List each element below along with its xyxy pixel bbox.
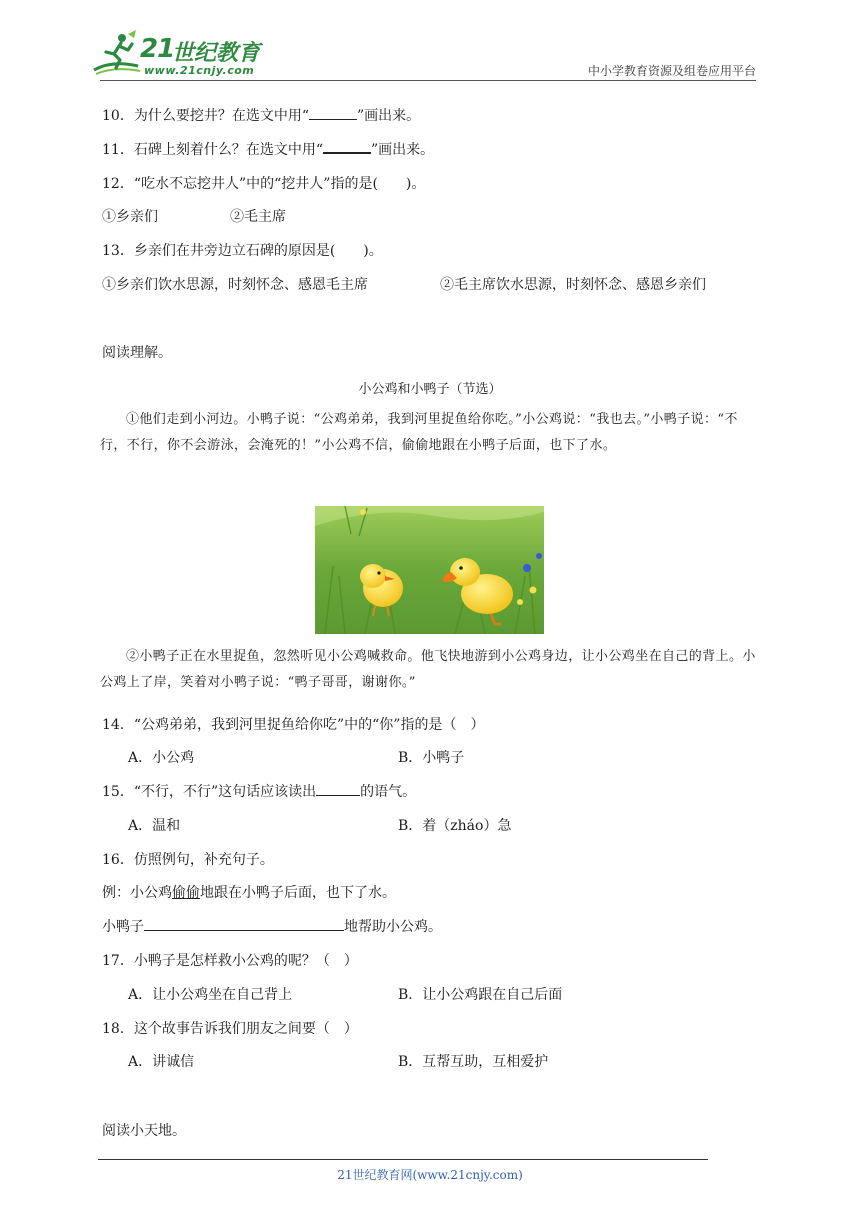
logo-url: www.21cnjy.com — [144, 64, 255, 77]
question-18-option-a: A．讲诚信 — [128, 1054, 195, 1070]
question-14-option-a: A．小公鸡 — [128, 750, 195, 766]
page-header — [0, 0, 860, 82]
brand-logo — [92, 30, 262, 78]
question-12-option-2: ②毛主席 — [230, 209, 286, 225]
question-18-option-b: B．互帮互助，互相爱护 — [398, 1054, 549, 1070]
fill-post: 地帮助小公鸡。 — [344, 919, 442, 935]
question-17-option-a: A．让小公鸡坐在自己背上 — [128, 987, 293, 1003]
question-16-example — [102, 884, 396, 902]
footer-divider — [98, 1159, 708, 1160]
section-reading-intro: 阅读理解。 — [102, 345, 172, 361]
header-divider — [100, 80, 756, 81]
example-underlined-word: 偷偷 — [172, 885, 200, 901]
passage-title: 小公鸡和小鸭子（节选） — [358, 382, 502, 397]
question-10 — [102, 107, 420, 125]
question-15-option-a: A．温和 — [128, 818, 181, 834]
question-15-option-b: B．着（zháo）急 — [398, 818, 512, 834]
question-11-pre: 11．石碑上刻着什么？在选文中用“ — [102, 142, 323, 158]
question-14-option-b: B．小鸭子 — [398, 750, 465, 766]
runner-logo-icon — [92, 30, 144, 76]
question-13-option-2: ②毛主席饮水思源，时刻怀念、感恩乡亲们 — [440, 277, 706, 293]
question-10-pre: 10．为什么要挖井？在选文中用“ — [102, 108, 309, 124]
question-11 — [102, 141, 434, 159]
logo-number: 21 — [140, 34, 175, 64]
question-16: 16．仿照例句，补充句子。 — [102, 852, 274, 868]
question-12: 12．“吃水不忘挖井人”中的“挖井人”指的是( )。 — [102, 176, 426, 192]
logo-text: 世纪教育 — [172, 41, 261, 66]
illustration-chick-and-duckling — [315, 506, 544, 634]
blank-line — [316, 784, 360, 796]
question-11-post: ”画出来。 — [370, 142, 435, 158]
example-post: 地跟在小鸭子后面，也下了水。 — [200, 885, 396, 901]
chick-duckling-image — [315, 506, 544, 634]
question-17: 17．小鸭子是怎样救小公鸡的呢？（ ） — [102, 953, 358, 969]
question-14: 14．“公鸡弟弟，我到河里捉鱼给你吃”中的“你”指的是（ ） — [102, 717, 485, 733]
platform-name: 中小学教育资源及组卷应用平台 — [587, 64, 756, 78]
passage-paragraph-1: ①他们走到小河边。小鸭子说：“公鸡弟弟，我到河里捉鱼给你吃。”小公鸡说：“我也去。”小鸭子说：“不行，不行，你不会游泳，会淹死的！”小公鸡不信，偷偷地跟在小鸭子后面，也下了水。 — [100, 412, 738, 453]
question-13: 13．乡亲们在井旁边立石碑的原因是( )。 — [102, 243, 383, 259]
question-15-post: 的语气。 — [360, 784, 417, 800]
fill-pre: 小鸭子 — [102, 919, 144, 935]
question-12-option-1: ①乡亲们 — [102, 209, 158, 225]
question-13-option-1: ①乡亲们饮水思源，时刻怀念、感恩毛主席 — [102, 277, 368, 293]
question-18: 18．这个故事告诉我们朋友之间要（ ） — [102, 1021, 358, 1037]
question-16-fill — [102, 918, 442, 936]
question-17-option-b: B．让小公鸡跟在自己后面 — [398, 987, 563, 1003]
footer-link[interactable]: 21世纪教育网(www.21cnjy.com) — [337, 1168, 523, 1182]
blank-line — [309, 108, 357, 120]
section-reading-corner-intro: 阅读小天地。 — [102, 1123, 186, 1139]
example-pre: 例：小公鸡 — [102, 885, 172, 901]
wavy-blank-line — [323, 142, 371, 154]
question-10-post: ”画出来。 — [356, 108, 421, 124]
question-15-pre: 15．“不行，不行”这句话应该读出 — [102, 784, 317, 800]
passage-paragraph-2: ②小鸭子正在水里捉鱼，忽然听见小公鸡喊救命。他飞快地游到小公鸡身边，让小公鸡坐在自己的背上。小公鸡上了岸，笑着对小鸭子说：“鸭子哥哥，谢谢你。” — [100, 649, 756, 690]
question-15 — [102, 783, 416, 801]
answer-blank-line[interactable] — [144, 919, 344, 931]
